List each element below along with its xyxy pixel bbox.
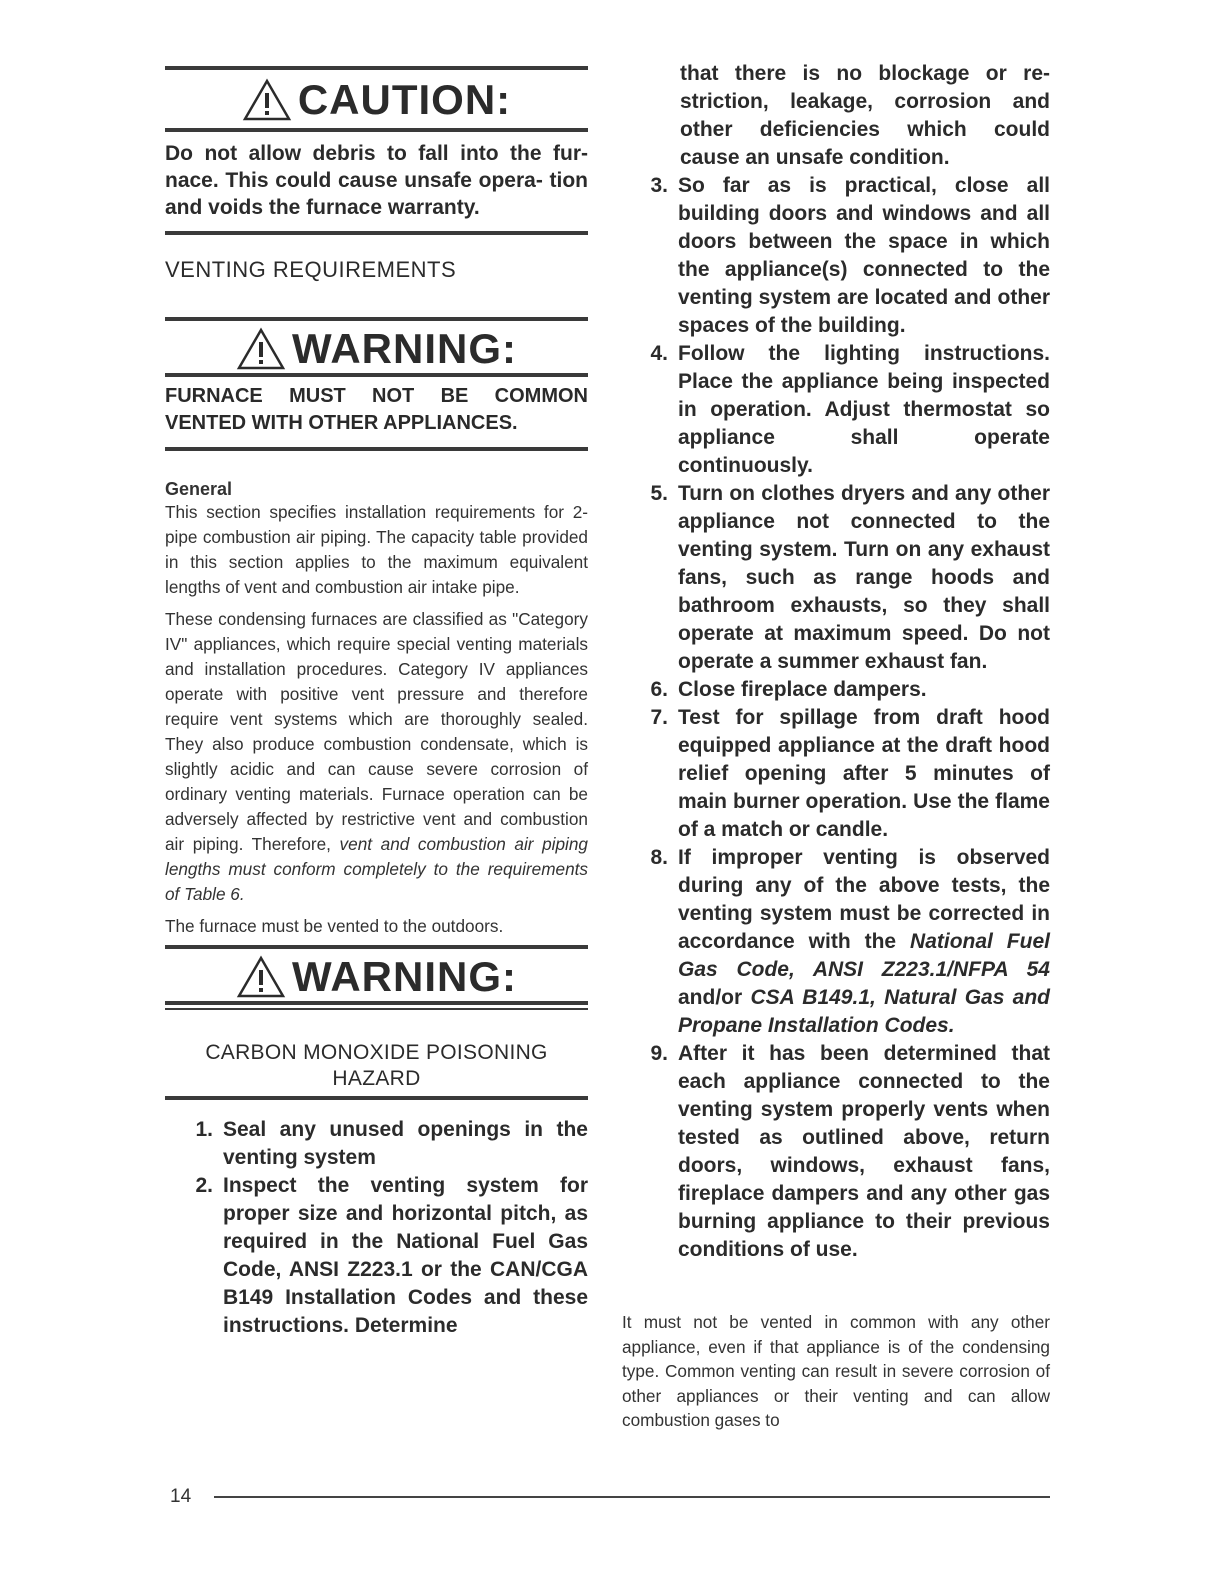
carbon-monoxide-heading-line-2: HAZARD	[332, 1067, 421, 1090]
warning2-header	[165, 953, 588, 1001]
step-text: Test for spillage from draft hood equipped appliance at the draft hood relief opening after 5 minutes of main burner operation. Use the flame of a match or candle.	[678, 706, 1050, 841]
common-venting-paragraph: It must not be vented in common with any other appliance, even if that appliance is of the condensing type. Common venting can result in severe corrosion of other appliances or their venting and can allow combustion gases to	[622, 1312, 1050, 1430]
venting-requirements-heading: VENTING REQUIREMENTS	[165, 257, 457, 282]
step-number: 8.	[650, 846, 668, 869]
warning2-bottom-rule	[165, 1096, 588, 1100]
footer-rule	[214, 1496, 1050, 1498]
list-item	[622, 480, 1050, 676]
step-8-italic-1: National Fuel Gas Code, ANSI Z223.1/NFPA 54	[678, 930, 1050, 981]
warning1-header	[165, 325, 588, 373]
warning1-bottom-rule	[165, 447, 588, 451]
caution-bottom-rule	[165, 231, 588, 235]
list-item	[622, 676, 1050, 704]
general-paragraph-1: This section specifies installation requirements for 2-pipe combustion air piping. The capacity table provided in this section applies to the maximum equivalent lengths of vent and combustion air intake pipe.	[165, 502, 588, 597]
page-number: 14	[170, 1486, 192, 1507]
step-2-continuation: that there is no blockage or re- striction, leakage, corrosion and other deficiencies which could cause an unsafe condition.	[680, 62, 1050, 169]
warning-triangle-icon	[236, 327, 286, 371]
step-number: 5.	[650, 482, 668, 505]
page-footer	[170, 1486, 1050, 1508]
step-text: Close fireplace dampers.	[678, 678, 927, 701]
left-column	[165, 66, 588, 1340]
list-item	[165, 1116, 588, 1172]
steps-list-left	[165, 1116, 588, 1340]
warning1-mid-rule	[165, 373, 588, 377]
caution-mid-rule	[165, 128, 588, 132]
general-paragraph-3: The furnace must be vented to the outdoors.	[165, 916, 504, 936]
step-number: 3.	[650, 174, 668, 197]
warning-triangle-icon	[242, 78, 292, 122]
step-text: After it has been determined that each appliance connected to the venting system properly vents when tested as outlined above, return doors, windows, exhaust fans, fireplace dampers and any other gas burning appliance to their previous conditions of use.	[678, 1042, 1050, 1261]
warning1-top-rule	[165, 317, 588, 321]
general-paragraph-2	[165, 607, 588, 907]
warning2-title: WARNING:	[292, 953, 517, 1000]
steps-list-right	[622, 172, 1050, 1264]
caution-title: CAUTION:	[297, 76, 512, 123]
list-item	[622, 844, 1050, 1040]
list-item	[622, 1040, 1050, 1264]
general-heading: General	[165, 479, 233, 499]
step-8-mid: and/or	[678, 986, 743, 1009]
carbon-monoxide-heading	[165, 1040, 588, 1092]
step-number: 4.	[650, 342, 668, 365]
list-item	[622, 172, 1050, 340]
caution-text: Do not allow debris to fall into the fur- nace. This could cause unsafe opera- tion and voids the furnace warranty.	[165, 142, 588, 219]
general-paragraph-2-italic: vent and combustion air piping lengths must conform completely to the requirements of Table 6.	[165, 834, 588, 904]
step-number: 7.	[650, 706, 668, 729]
list-item	[622, 704, 1050, 844]
warning2-mid-rule	[165, 1001, 588, 1005]
warning1-title: WARNING:	[292, 325, 517, 372]
step-text: Inspect the venting system for proper size and horizontal pitch, as required in the National Fuel Gas Code, ANSI Z223.1 or the CAN/CGA B149 Installation Codes and these instructions. Determine	[223, 1174, 588, 1337]
step-text: Turn on clothes dryers and any other appliance not connected to the venting system. Turn on any exhaust fans, such as range hoods and bathroom exhausts, so they shall operate at maximum speed. Do not operate a summer exhaust fan.	[678, 482, 1050, 673]
caution-top-rule	[165, 66, 588, 70]
step-number: 2.	[195, 1174, 213, 1197]
step-8-text-start: If improper venting is observed during any of the above tests, the venting system must be corrected in accordance with the	[678, 846, 1050, 953]
step-8-italic-2: CSA B149.1, Natural Gas and Propane Installation Codes.	[678, 986, 1051, 1037]
step-number: 6.	[650, 678, 668, 701]
caution-header	[165, 76, 588, 124]
general-paragraph-2-text: These condensing furnaces are classified as "Category IV" appliances, which require special venting materials and installation procedures. Category IV appliances operate with positive vent pressure and therefore require vent systems which are thoroughly sealed. They also produce combustion condensate, which is slightly acidic and can cause severe corrosion of ordinary venting materials. Furnace operation can be adversely affected by restrictive vent and combustion air piping. Therefore,	[165, 609, 588, 854]
step-number: 9.	[650, 1042, 668, 1065]
warning2-mid-rule-2	[165, 1008, 588, 1010]
step-text: Seal any unused openings in the venting system	[223, 1118, 588, 1169]
warning-triangle-icon	[236, 955, 286, 999]
step-text: Follow the lighting instructions. Place the appliance being inspected in operation. Adjust thermostat so appliance shall operate continuously.	[678, 342, 1050, 477]
warning1-text: FURNACE MUST NOT BE COMMON VENTED WITH OTHER APPLIANCES.	[165, 385, 588, 434]
list-item	[165, 1172, 588, 1340]
warning2-top-rule	[165, 945, 588, 949]
right-column	[622, 60, 1050, 1450]
step-number: 1.	[195, 1118, 213, 1141]
step-text: So far as is practical, close all building doors and windows and all doors between the space in which the appliance(s) connected to the venting system are located and other spaces of the building.	[678, 174, 1050, 337]
step-text	[678, 844, 1050, 1040]
carbon-monoxide-heading-line-1: CARBON MONOXIDE POISONING	[205, 1041, 548, 1064]
list-item	[622, 340, 1050, 480]
